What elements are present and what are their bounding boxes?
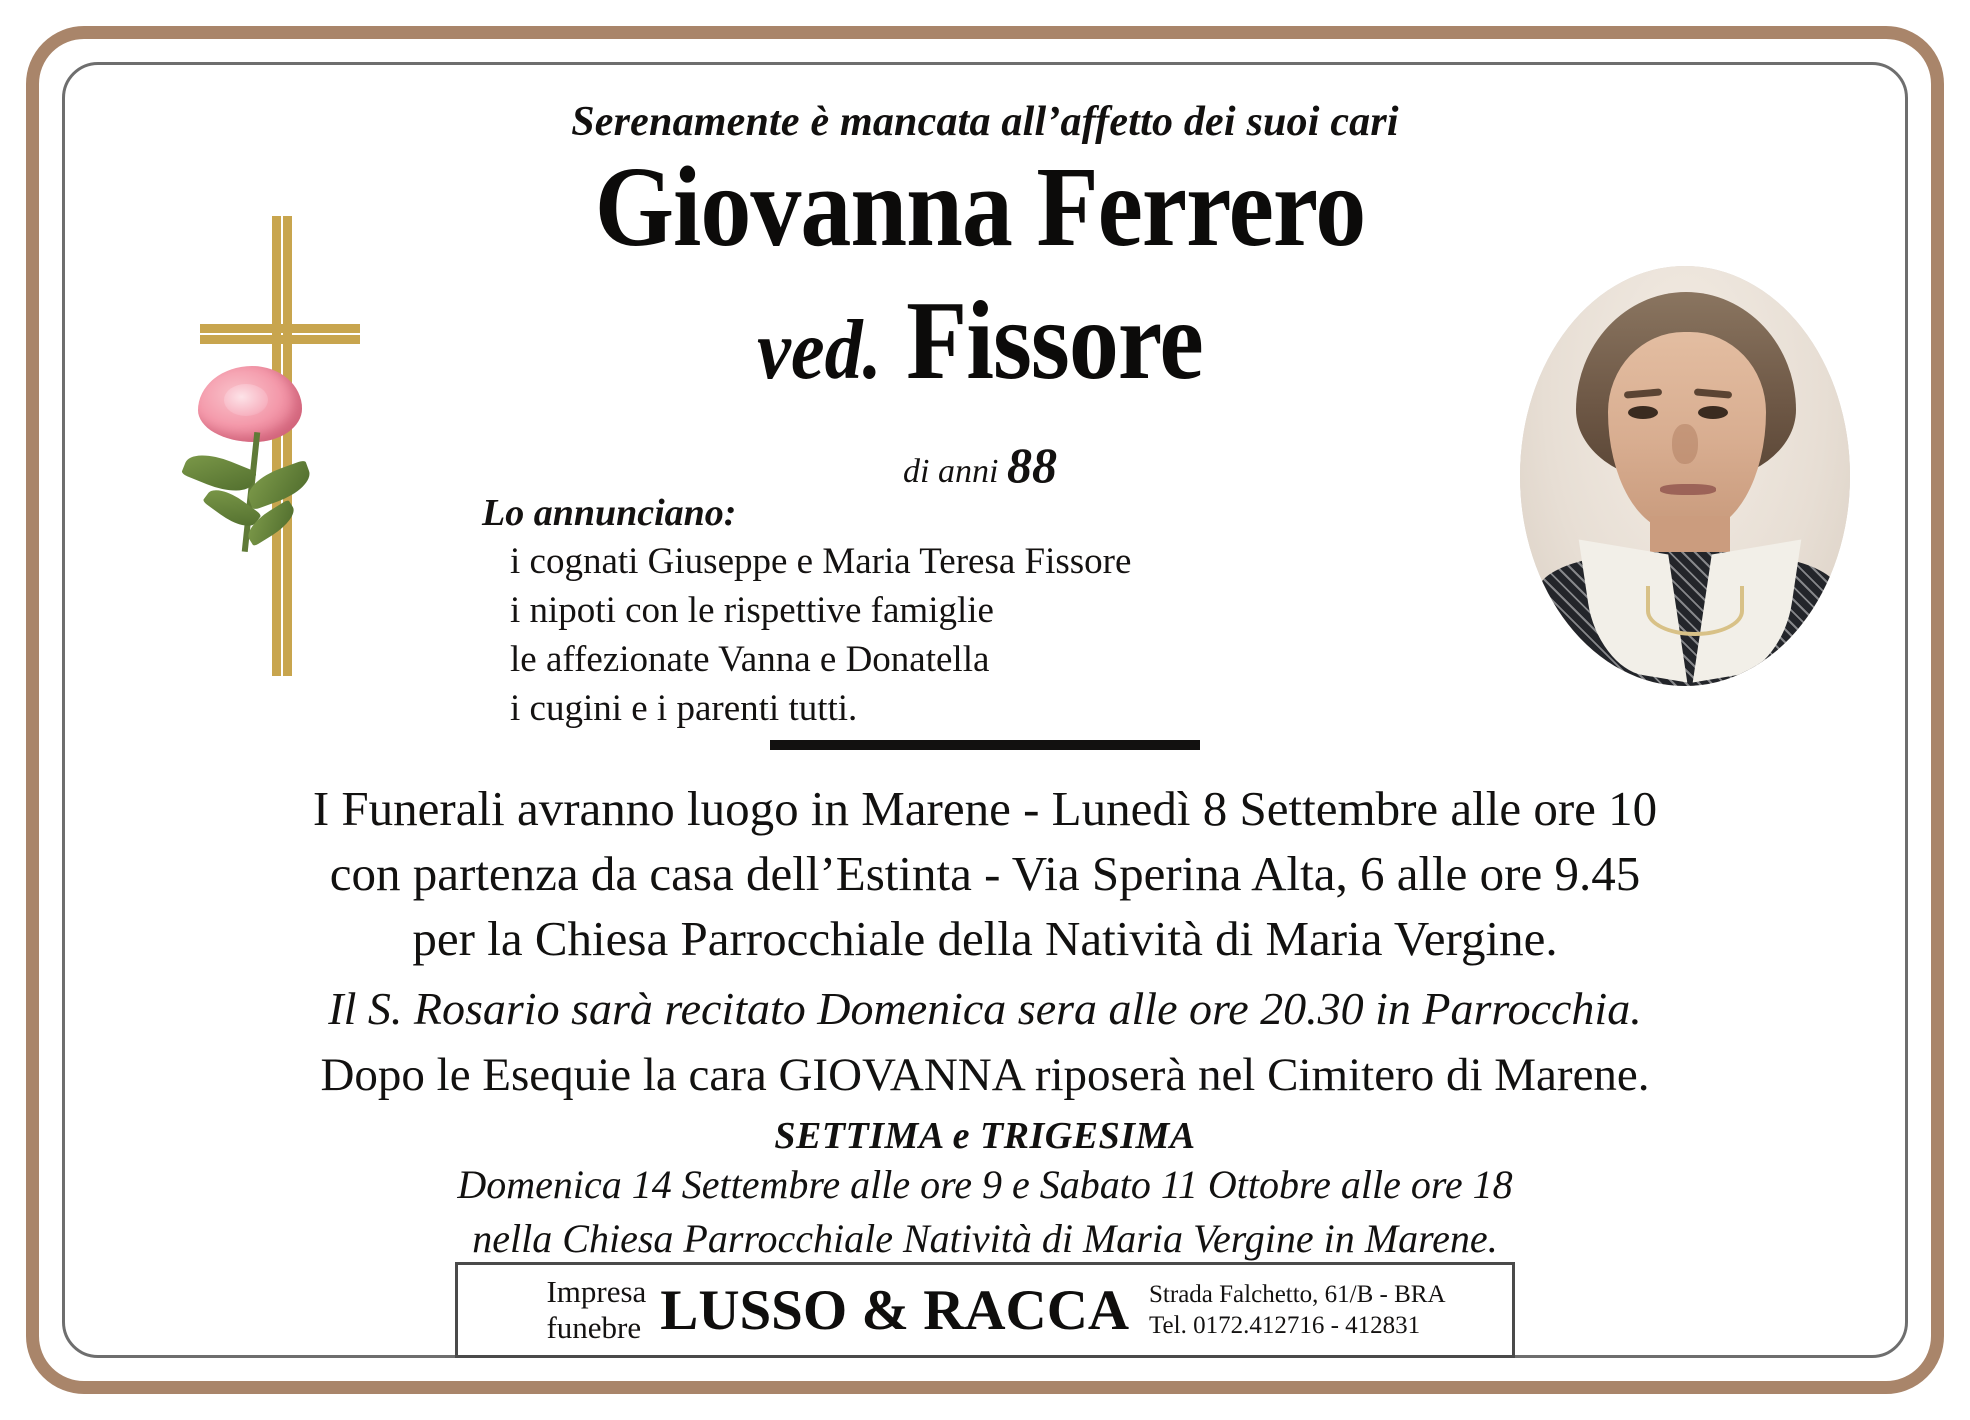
widow-prefix: ved. <box>757 303 882 398</box>
funeral-home-label-line-1: Impresa <box>546 1274 647 1310</box>
portrait-photo <box>1520 266 1850 686</box>
portrait-eye <box>1698 406 1728 419</box>
rose-icon <box>190 366 320 566</box>
announcer-row: le affezionate Vanna e Donatella <box>510 638 990 680</box>
lead-line: Serenamente è mancata all’affetto dei suoi cari <box>571 99 1399 145</box>
burial-line: Dopo le Esequie la cara GIOVANNA riposerà nel Cimitero di Marene. <box>320 1048 1650 1101</box>
funeral-home-banner <box>455 1262 1515 1358</box>
funeral-home-contact <box>1129 1279 1446 1342</box>
cross-horizontal-bar <box>200 324 360 333</box>
funeral-details <box>80 776 1890 1108</box>
announcer-row: i cugini e i parenti tutti. <box>510 687 858 729</box>
memorial-masses-line: Domenica 14 Settembre alle ore 9 e Sabato 11 Ottobre alle ore 18 <box>457 1162 1513 1207</box>
deceased-name-second-line <box>380 278 1580 403</box>
cross-icon <box>190 216 380 716</box>
funeral-home-phone: Tel. 0172.412716 - 412831 <box>1149 1312 1421 1339</box>
age-label: di anni <box>903 453 999 490</box>
married-surname: Fissore <box>906 278 1203 403</box>
announcer-row: i cognati Giuseppe e Maria Teresa Fissore <box>510 541 1132 583</box>
memorial-masses-title: SETTIMA e TRIGESIMA <box>774 1115 1196 1157</box>
rosary-line: Il S. Rosario sarà recitato Domenica sera alle ore 20.30 in Parrocchia. <box>328 983 1642 1035</box>
funeral-home-label <box>524 1274 660 1345</box>
announcers-block <box>410 488 1410 733</box>
funeral-detail-line: con partenza da casa dell’Estinta - Via Sperina Alta, 6 alle ore 9.45 <box>329 846 1641 902</box>
portrait-mouth <box>1660 484 1716 495</box>
funeral-home-address: Strada Falchetto, 61/B - BRA <box>1149 1280 1446 1308</box>
portrait-eye <box>1628 406 1658 419</box>
deceased-name: Giovanna Ferrero <box>594 144 1366 271</box>
memorial-masses-block <box>80 1114 1890 1266</box>
age-value: 88 <box>1006 437 1057 493</box>
funeral-detail-line: I Funerali avranno luogo in Marene - Lunedì 8 Settembre alle ore 10 <box>312 781 1658 836</box>
portrait-necklace <box>1646 586 1744 636</box>
announcer-row: i nipoti con le rispettive famiglie <box>510 589 994 631</box>
funeral-home-name: LUSSO & RACCA <box>660 1278 1130 1342</box>
rose-bloom <box>198 366 302 442</box>
poster-content <box>80 76 1890 1344</box>
section-divider <box>770 740 1200 750</box>
portrait-nose <box>1672 424 1698 464</box>
funeral-detail-line: per la Chiesa Parrocchiale della Natività di Maria Vergine. <box>412 911 1558 967</box>
age-line <box>730 436 1230 494</box>
memorial-masses-line: nella Chiesa Parrocchiale Natività di Maria Vergine in Marene. <box>472 1216 1498 1261</box>
funeral-home-label-line-2: funebre <box>546 1310 642 1345</box>
announcers-title: Lo annunciano: <box>482 492 737 534</box>
